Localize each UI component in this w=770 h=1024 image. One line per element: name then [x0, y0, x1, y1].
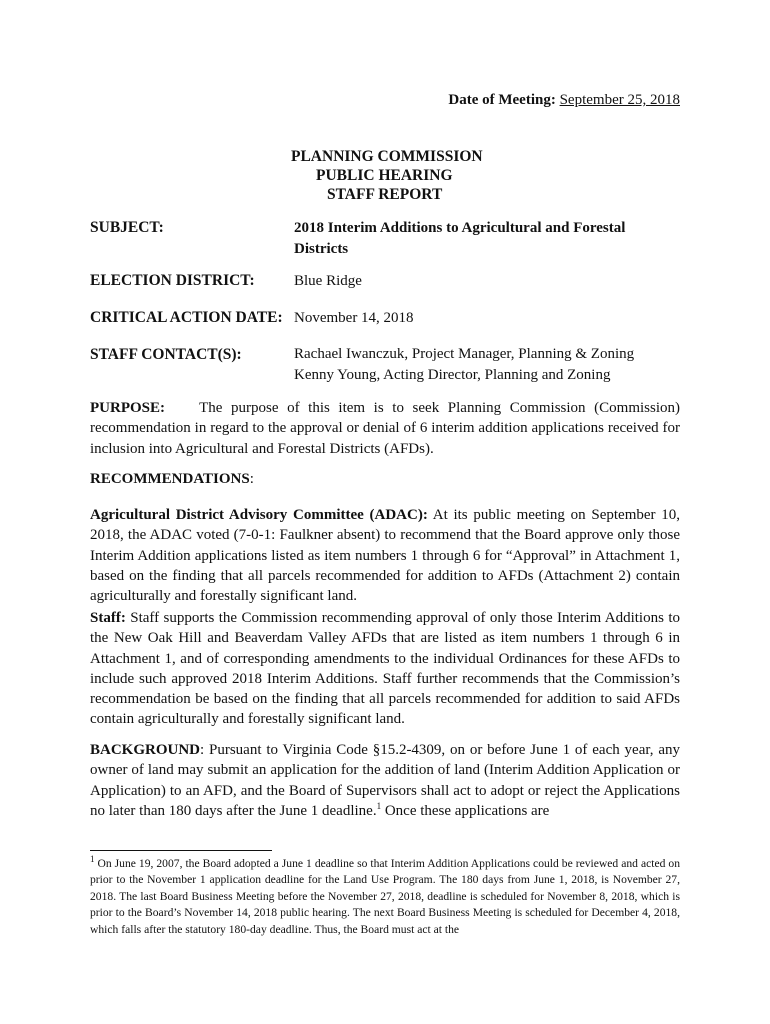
background-heading: BACKGROUND — [90, 742, 201, 758]
election-district-label: ELECTION DISTRICT: — [90, 272, 255, 289]
recommendations-heading: RECOMMENDATIONS — [90, 471, 250, 487]
header-line-3: STAFF REPORT — [327, 186, 443, 203]
adac-paragraph — [90, 505, 680, 606]
recommendations-heading-line — [90, 469, 680, 489]
staff-paragraph — [90, 608, 680, 730]
header-line-2: PUBLIC HEARING — [316, 167, 453, 184]
purpose-text: The purpose of this item is to seek Planning Commission (Commission) recommendation in regard to the approval or denial of 6 interim addition applications received for inclusion into Agricultural and Forestal Districts (AFDs). — [90, 400, 680, 457]
purpose-paragraph — [90, 398, 680, 459]
subject-line-1: 2018 Interim Additions to Agricultural and Forestal — [294, 220, 626, 236]
staff-text: Staff supports the Commission recommending approval of only those Interim Additions to the New Oak Hill and Beaverdam Valley AFDs that are listed as item numbers 1 through 6 in Attachment 1, and of corresponding amendments to the individual Ordinances for these AFDs to include such approved 2018 Interim Additions. Staff further recommends that the Commission’s recommendation be based on the finding that all parcels recommended for addition to said AFDs contain agriculturally and forestally significant land. — [90, 610, 680, 728]
staff-contact-2: Kenny Young, Acting Director, Planning and Zoning — [294, 367, 611, 383]
meeting-date-line — [448, 92, 680, 109]
staff-contact-1: Rachael Iwanczuk, Project Manager, Planning & Zoning — [294, 346, 635, 362]
background-text-b: Once these applications are — [381, 802, 550, 819]
staff-contacts-label: STAFF CONTACT(S): — [90, 346, 242, 363]
footnote-divider — [90, 850, 272, 851]
meeting-date-value: September 25, 2018 — [559, 92, 680, 108]
background-text-a: : Pursuant to Virginia Code §15.2-4309, on or before June 1 of each year, any owner of land may submit an application for the addition of land (Interim Addition Application or Application) to an AFD, and the Board of Supervisors shall act to adopt or reject the Applications no later than 180 days after the June 1 deadline. — [90, 742, 680, 819]
subject-line-2: Districts — [294, 241, 349, 257]
footnote-mark: 1 — [90, 854, 95, 865]
footnote — [90, 856, 680, 938]
footnote-text: On June 19, 2007, the Board adopted a June 1 deadline so that Interim Addition Applications could be reviewed and acted on prior to the November 1 application deadline for the Land Use Program. The 180 days from June 1, 2018, is November 27, 2018. The last Board Business Meeting before the November 27, 2018, deadline is scheduled for November 8, 2018, which is prior to the Board’s November 14, 2018 public hearing. The next Board Business Meeting is scheduled for December 4, 2018, which falls after the statutory 180-day deadline. Thus, the Board must act at the — [90, 857, 680, 936]
adac-text: At its public meeting on September 10, 2018, the ADAC voted (7-0-1: Faulkner absent) to recommend that the Board approve only those Interim Addition applications listed as item numbers 1 through 6 for “Approval” in Attachment 1, based on the finding that all parcels recommended for addition to AFDs (Attachment 2) contain agriculturally and forestally significant land. — [90, 507, 680, 605]
subject-value — [294, 218, 625, 260]
footnote-reference: 1 — [376, 800, 382, 811]
staff-heading: Staff: — [90, 610, 126, 626]
critical-action-date-value: November 14, 2018 — [294, 310, 414, 326]
critical-action-date-label: CRITICAL ACTION DATE: — [90, 309, 283, 326]
header-line-1: PLANNING COMMISSION — [291, 148, 483, 165]
background-paragraph — [90, 740, 680, 821]
staff-contacts-value — [294, 344, 634, 386]
purpose-heading: PURPOSE: — [90, 400, 165, 416]
election-district-value: Blue Ridge — [294, 273, 362, 289]
subject-label: SUBJECT: — [90, 219, 164, 236]
adac-heading: Agricultural District Advisory Committee (ADAC): — [90, 507, 428, 523]
recommendations-colon: : — [249, 471, 254, 487]
meeting-date-label: Date of Meeting: — [448, 92, 556, 108]
